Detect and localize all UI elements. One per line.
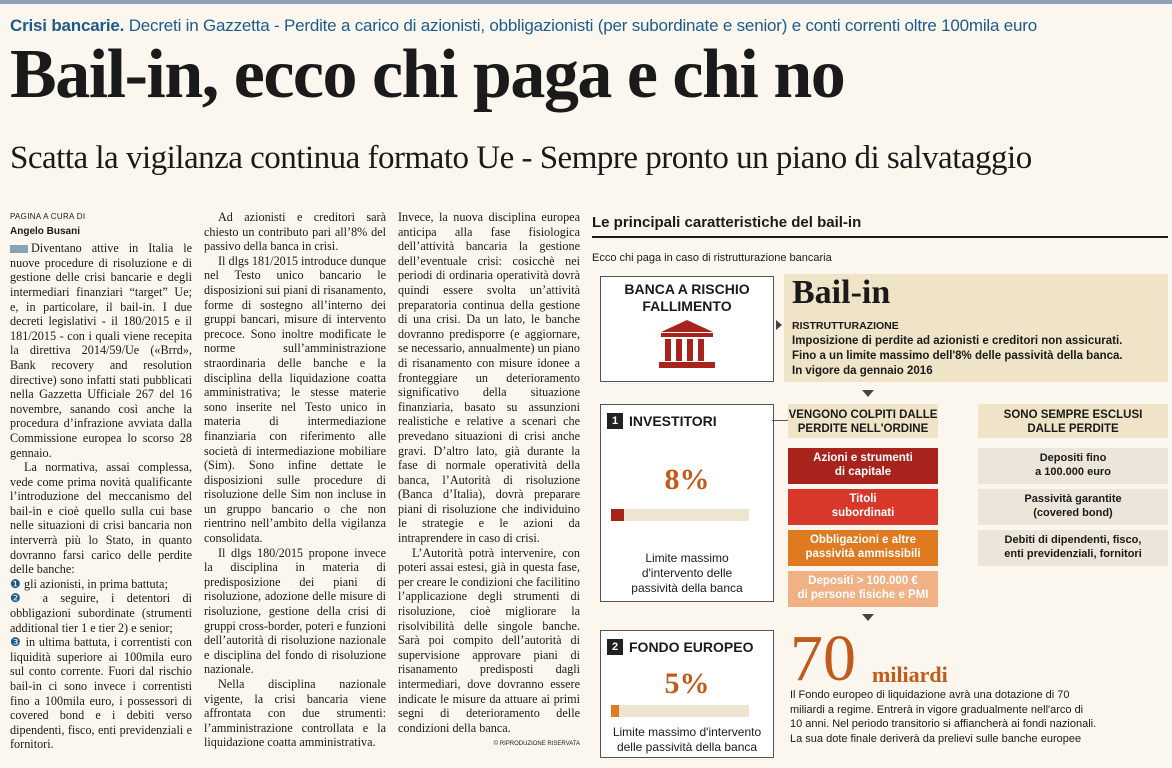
- subheadline: Scatta la vigilanza continua formato Ue - Sempre pronto un piano di salvataggio: [10, 140, 1032, 176]
- bullet-item: ❸ in ultima battuta, i correntisti con liquidità superiore ai 100mila euro sul conto corrente. Fuori dal rischio bail-in ci sono invece i correntisti fino a 100mila euro, i possessori di covered bond e i debiti verso dipendenti, fisco, enti previdenziali e fornitori.: [10, 635, 192, 752]
- article-column-2: [204, 210, 386, 750]
- paragraph: Nella disciplina nazionale vigente, la crisi bancaria viene affrontata con due strumenti: l’amministrazione controllata e la liquidazione coatta amministrativa.: [204, 677, 386, 750]
- fund-amount: 70: [790, 622, 856, 695]
- copyright: © RIPRODUZIONE RISERVATA: [493, 741, 580, 748]
- bullet-item: ❶ gli azionisti, in prima battuta;: [10, 576, 168, 591]
- paragraph: Invece, la nuova disciplina europea anticipa alla fase fisiologica dell’attività bancaria la gestione dell’eventuale crisi: cosicchè nei periodi di ordinaria operatività dovrà quindi essere svolta un’attività preparatoria continua della gestione di una crisi. Da un lato, le banche dovranno predisporre (e aggiornare, se necessario, annualmente) un piano di risanamento con misure idonee a fronteggiare un deterioramento significativo della situazione finanziaria, basato su assunzioni realistiche e relative a scenari che prevedano situazioni di crisi anche gravi. D’altro lato, già durante la fase di normale operatività della banca, l’Autorità di risoluzione (Banca d’Italia), dovrà preparare piani di risoluzione che individuino le strategie e le azioni da intraprendere in caso di crisi.: [398, 210, 580, 546]
- infographic-subtitle: Ecco chi paga in caso di ristrutturazione bancaria: [592, 252, 832, 264]
- bank-risk-box: [600, 276, 774, 382]
- bank-building-icon: [657, 318, 717, 370]
- article-column-1: [10, 206, 192, 752]
- paragraph: Il dlgs 181/2015 introduce dunque nel Testo unico bancario le disposizioni sui piani di risanamento, forme di sostegno all’interno dei gruppi bancari, misure di intervento precoce. Sono inoltre modificate le norme sull’amministrazione straordinaria delle banche e la disciplina della liquidazione coatta amministrativa; le stesse materie sono inserite nel Testo unico in materia di intermediazione finanziaria con riferimento alle società di intermediazione mobiliare (Sim). Sono infine dettate le disposizioni sulle procedure di risoluzione delle Sim non incluse in un gruppo bancario o che non rientrino nell’ambito della vigilanza consolidata.: [204, 253, 386, 546]
- investitori-box: [600, 404, 774, 602]
- paragraph: Il dlgs 180/2015 propone invece la disciplina in materia di predisposizione dei piani di risoluzione, adozione delle misure di risoluzione, gestione della crisi di gruppi cross-border, poteri e funzioni dell’autorità di risoluzione nazionale e disciplina del fondo di risoluzione nazionale.: [204, 545, 386, 677]
- bank-box-line2: FALLIMENTO: [642, 298, 732, 314]
- fund-unit: miliardi: [872, 662, 948, 687]
- paragraph: Diventano attive in Italia le nuove procedure di risoluzione e di gestione delle crisi bancarie e degli intermediari finanziari “target” Ue; e, in particolare, il bail-in. I due decreti legislativi - il 180/2015 e il 181/2015 - con i quali viene recepita la direttiva 2014/59/Ue («Brrd», Bank recovery and resolution directive) sono infatti stati pubblicati nella Gazzetta Ufficiale 267 del 16 novembre, sanando così anche la procedura d’infrazione avviata dalla Commissione europea lo scorso 28 gennaio.: [10, 241, 192, 460]
- investitori-bar-fill: [611, 509, 624, 521]
- investitori-note: Limite massimo d'intervento delle passività della banca: [631, 551, 743, 595]
- colpiti-header: VENGONO COLPITI DALLE PERDITE NELL'ORDINE: [788, 404, 938, 438]
- byline-author: Angelo Busani: [10, 225, 81, 237]
- kicker-label: Crisi bancarie.: [10, 16, 125, 35]
- fund-description: Il Fondo europeo di liquidazione avrà una dotazione di 70 miliardi a regime. Entrerà in vigore gradualmente nell'arco di 10 anni. Nel periodo transitorio si affiancherà ai fondi nazionali. La sua dote finale deriverà da prelievi sulle banche europee: [790, 689, 1097, 745]
- paragraph: La normativa, assai complessa, vede come prima novità qualificante l’introduzione del meccanismo del bail-in e cioè quello sulla cui base nelle situazioni di crisi bancaria non interverrà più lo Stato, in quanto dovranno farsi carico delle perdite delle banche:: [10, 460, 192, 577]
- bullet-item: ❷ a seguire, i detentori di obbligazioni subordinate (strumenti additional tier 1 e tier 2) e senior;: [10, 591, 192, 635]
- lead-square-icon: [10, 245, 28, 253]
- fondo-note: Limite massimo d'intervento delle passività della banca: [612, 725, 762, 754]
- bailin-title: Bail-in: [792, 274, 891, 311]
- bailin-panel: [784, 274, 1168, 382]
- connector-line: [772, 420, 788, 421]
- paragraph: Ad azionisti e creditori sarà chiesto un contributo pari all’8% del passivo della banca in crisi.: [204, 210, 386, 254]
- esclusi-header: SONO SEMPRE ESCLUSI DALLE PERDITE: [978, 404, 1168, 438]
- colpiti-item-obbligazioni: Obbligazioni e altre passività ammissibili: [788, 530, 938, 566]
- esclusi-item-depositi: Depositi fino a 100.000 euro: [978, 448, 1168, 484]
- investitori-header: [607, 413, 717, 429]
- investitori-title: INVESTITORI: [629, 413, 717, 429]
- bank-box-line1: BANCA A RISCHIO: [624, 281, 750, 297]
- infographic-title: Le principali caratteristiche del bail-in: [592, 214, 862, 231]
- article-column-3: [398, 210, 580, 752]
- bullet-icon: ❷: [10, 591, 43, 606]
- bailin-description: Imposizione di perdite ad azionisti e creditori non assicurati. Fino a un limite massimo dell'8% delle passività della banca. In vigore da gennaio 2016: [792, 335, 1123, 377]
- byline-label: PAGINA A CURA DI: [10, 212, 86, 221]
- bullet-icon: ❸: [10, 635, 26, 650]
- colpiti-item-subordinati: Titoli subordinati: [788, 489, 938, 525]
- headline: Bail-in, ecco chi paga e chi no: [10, 36, 845, 113]
- arrow-down-icon: [862, 390, 874, 397]
- fondo-bar: [611, 705, 749, 717]
- infographic-rule: [592, 236, 1168, 238]
- investitori-bar: [611, 509, 749, 521]
- top-rule: [0, 0, 1172, 4]
- esclusi-item-covered-bond: Passività garantite (covered bond): [978, 489, 1168, 525]
- investitori-percent: 8%: [664, 463, 710, 496]
- paragraph: L’Autorità potrà intervenire, con poteri assai estesi, già in questa fase, per creare le condizioni che facilitino l’applicazione degli strumenti di risoluzione, cioè migliorare la risolvibilità delle singole banche. Sarà poi compito dell’autorità di supervisione approvare piani di risanamento predisposti dagli intermediari, dove dovranno essere indicate le misure da attuare ai primi segni di deterioramento delle condizioni della banca.: [398, 545, 580, 735]
- kicker-text: Decreti in Gazzetta - Perdite a carico di azionisti, obbligazionisti (per subordinate e senior) e conti correnti oltre 100mila euro: [128, 16, 1038, 35]
- bullet-icon: ❶: [10, 576, 24, 591]
- fondo-title: FONDO EUROPEO: [629, 639, 754, 655]
- kicker: [10, 16, 1037, 36]
- esclusi-item-debiti: Debiti di dipendenti, fisco, enti previdenziali, fornitori: [978, 530, 1168, 566]
- fondo-bar-fill: [611, 705, 619, 717]
- fondo-europeo-box: [600, 630, 774, 758]
- fondo-percent: 5%: [664, 667, 710, 700]
- arrow-right-icon: [776, 320, 782, 330]
- number-badge: 1: [607, 413, 623, 429]
- arrow-down-icon: [862, 614, 874, 621]
- number-badge: 2: [607, 639, 623, 655]
- bailin-label: RISTRUTTURAZIONE: [792, 320, 899, 332]
- fondo-header: [607, 639, 753, 655]
- colpiti-item-depositi: Depositi > 100.000 € di persone fisiche e PMI: [788, 571, 938, 607]
- colpiti-item-azioni: Azioni e strumenti di capitale: [788, 448, 938, 484]
